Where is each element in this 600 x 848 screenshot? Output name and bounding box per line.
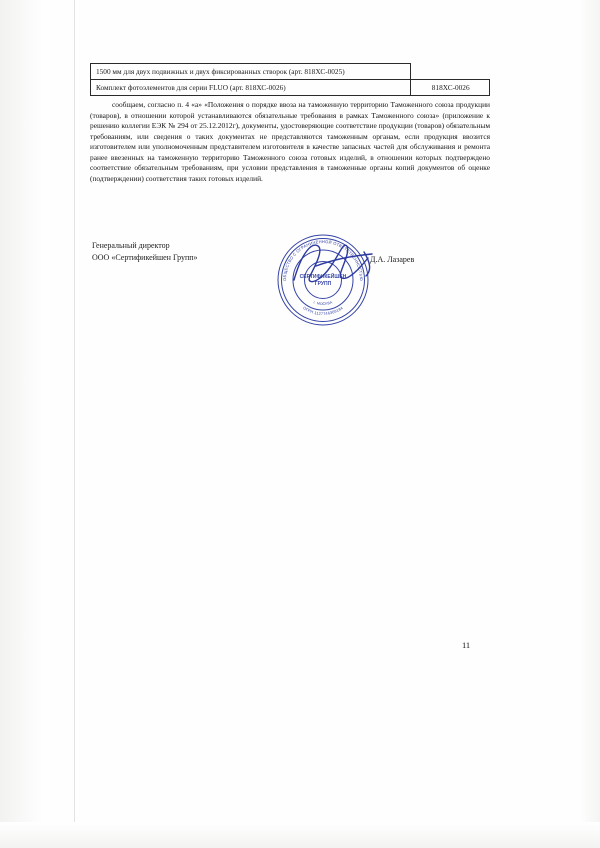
signer-name: Д.А. Лазарев [370, 255, 415, 264]
body-paragraph: сообщаем, согласно п. 4 «а» «Положения о порядке ввоза на таможенную территорию Таможенного союза продукции (товаров), в отношении которой устанавливаются обязательные требования в рамках Таможенного союза» (приложение к решению коллегии ЕЭК № 294 от 25.12.2012г), документы, удостоверяющие соответствие продукции (товаров) обязательным требованиям, или сведения о таких документах не представляются таможенным органам, если продукция ввозится изготовителем или уполномоченным представителем изготовителя в качестве запасных частей для обслуживания и ремонта ранее ввезенных на таможенную территорию Таможенного союза готовых изделий, в отношении которых подтверждено соответствие обязательным требованиям, при условии представления в таможенные органы копий документов об оценке (подтверждении) соответствия таких готовых изделий. [90, 100, 490, 183]
scan-fold-line [74, 0, 75, 848]
scan-edge-bottom [0, 822, 600, 848]
svg-text:г. МОСКВА: г. МОСКВА [312, 300, 334, 307]
signature-block [92, 240, 198, 264]
table-row [91, 64, 490, 80]
scan-edge-left [0, 0, 46, 848]
signature-title: Генеральный директор [92, 241, 170, 250]
table-cell-description: Комплект фотоэлементов для серии FLUO (арт. 818ХС-0026) [91, 80, 411, 96]
table-cell-code: 818ХС-0026 [411, 80, 490, 96]
table-cell-description: 1500 мм для двух подвижных и двух фиксированных створок (арт. 818ХС-0025) [91, 64, 411, 80]
svg-text:ОБЩЕСТВО С ОГРАНИЧЕННОЙ ОТВЕТС: ОБЩЕСТВО С ОГРАНИЧЕННОЙ ОТВЕТСТВЕННОСТЬЮ [281, 238, 365, 281]
table-row [91, 80, 490, 96]
svg-text:ОГРН 1127746369184: ОГРН 1127746369184 [302, 305, 344, 317]
svg-text:ГРУПП: ГРУПП [314, 281, 332, 287]
svg-text:СЕРТИФИКЕЙШЕН: СЕРТИФИКЕЙШЕН [299, 274, 347, 280]
product-table [90, 63, 490, 96]
table-cell-code [411, 64, 490, 80]
signature-company: ООО «Сертификейшен Групп» [92, 253, 198, 262]
scan-edge-right [578, 0, 600, 848]
page-number: 11 [462, 640, 471, 650]
company-stamp [276, 233, 370, 327]
